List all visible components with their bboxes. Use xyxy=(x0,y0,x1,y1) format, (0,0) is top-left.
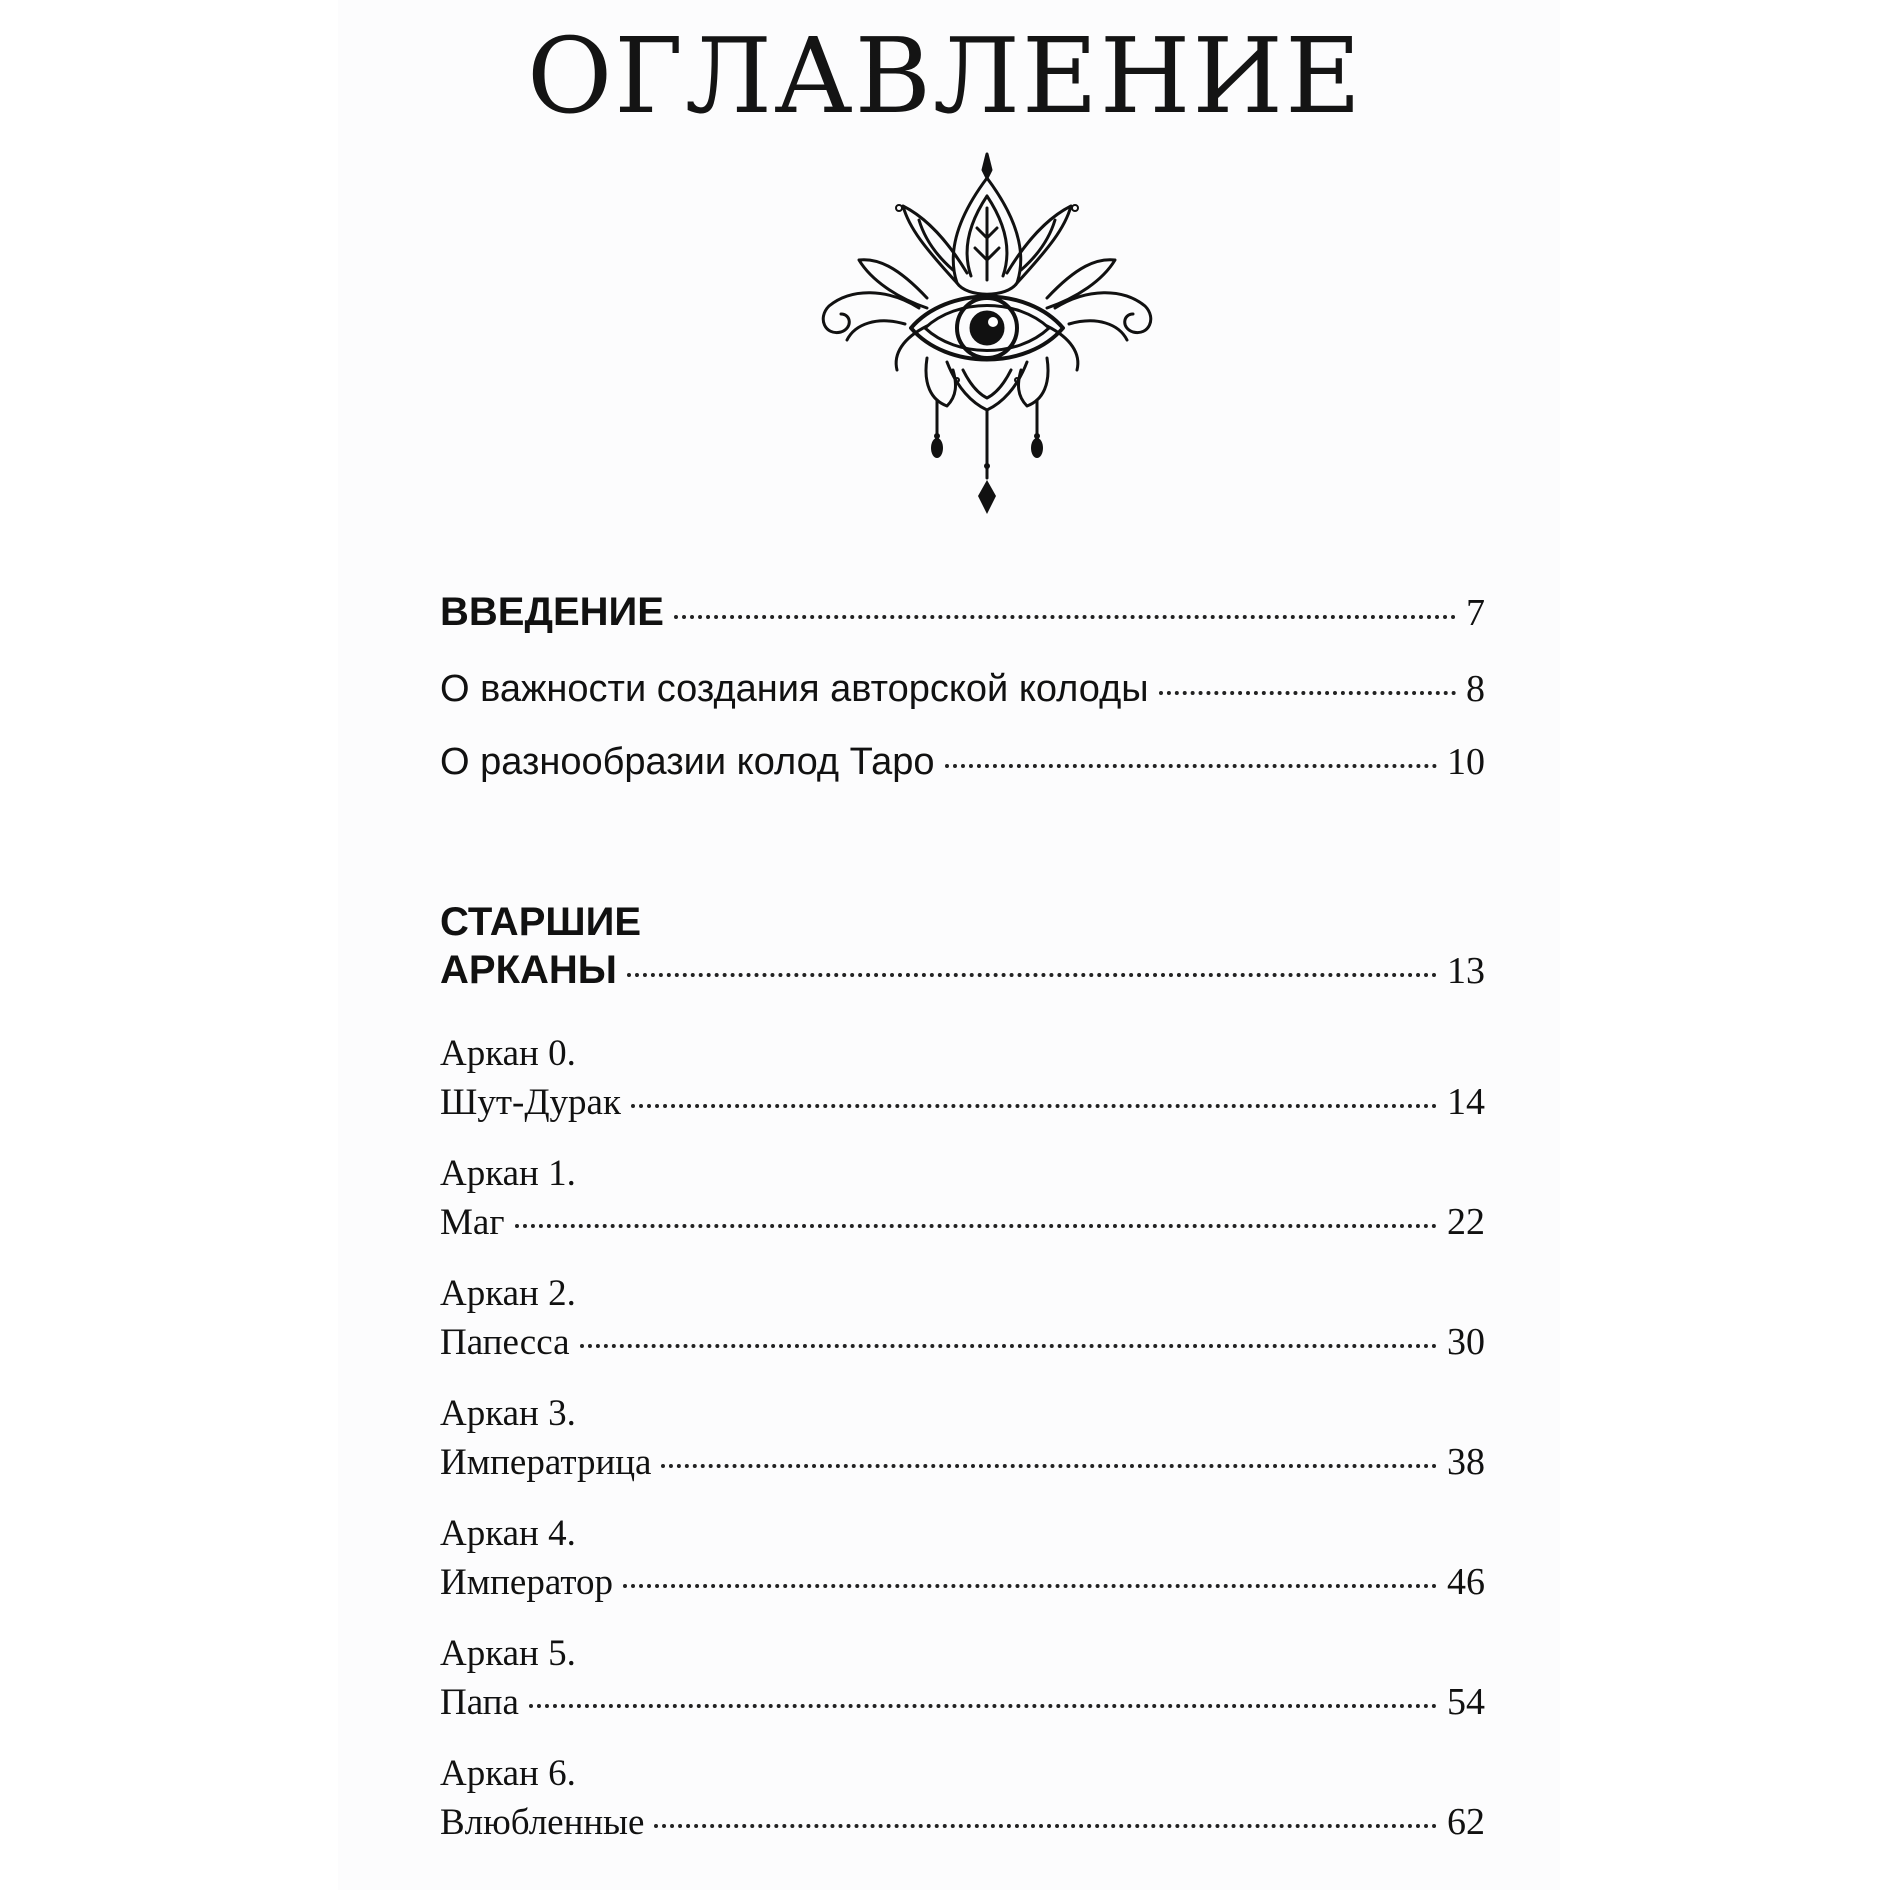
dot-leader xyxy=(623,1584,1437,1588)
toc-page-number: 10 xyxy=(1447,741,1485,783)
toc-entry-arcana-number: Аркан 5. xyxy=(440,1633,576,1674)
page-title: ОГЛАВЛЕНИЕ xyxy=(526,15,1364,137)
toc-page-number: 30 xyxy=(1447,1321,1485,1363)
toc-entry-label: О разнообразии колод Таро xyxy=(440,741,935,783)
dot-leader xyxy=(627,973,1437,977)
toc-entry-arcana-6[interactable] xyxy=(440,1750,1485,1847)
toc-entry-label: О важности создания авторской колоды xyxy=(440,668,1149,710)
toc-entry-arcana-number: Аркан 0. xyxy=(440,1033,576,1074)
toc-entry-arcana-number: Аркан 1. xyxy=(440,1153,576,1194)
dot-leader xyxy=(1159,691,1456,695)
toc-entry-arcana-number: Аркан 2. xyxy=(440,1273,576,1314)
toc-entry-heading-line: СТАРШИЕ xyxy=(440,900,641,944)
toc-entry-arcana-number: Аркан 4. xyxy=(440,1513,576,1554)
toc-entry-variety[interactable] xyxy=(440,738,1485,786)
toc-entry-importance[interactable] xyxy=(440,665,1485,713)
toc-page-number: 8 xyxy=(1466,668,1485,710)
toc-entry-arcana-4[interactable] xyxy=(440,1510,1485,1607)
toc-page-number: 22 xyxy=(1447,1201,1485,1243)
toc-page-number: 62 xyxy=(1447,1801,1485,1843)
toc-entry-arcana-5[interactable] xyxy=(440,1630,1485,1727)
dot-leader xyxy=(580,1344,1437,1348)
toc-entry-arcana-0[interactable] xyxy=(440,1030,1485,1127)
toc-page-number: 46 xyxy=(1447,1561,1485,1603)
toc-entry-label: Папа xyxy=(440,1682,519,1723)
toc-entry-arcana-2[interactable] xyxy=(440,1270,1485,1367)
toc-entry-label: Шут-Дурак xyxy=(440,1082,621,1123)
toc-entry-major-arcana[interactable] xyxy=(440,898,1485,995)
toc-entry-label: Влюбленные xyxy=(440,1802,645,1843)
dot-leader xyxy=(674,615,1456,619)
toc-entry-arcana-3[interactable] xyxy=(440,1390,1485,1487)
toc-page-number: 7 xyxy=(1466,592,1485,634)
toc-entry-label: Папесса xyxy=(440,1322,570,1363)
dot-leader xyxy=(529,1704,1437,1708)
toc-entry-label: ВВЕДЕНИЕ xyxy=(440,590,664,634)
toc-entry-arcana-1[interactable] xyxy=(440,1150,1485,1247)
dot-leader xyxy=(654,1824,1437,1828)
toc-page-number: 13 xyxy=(1447,950,1485,992)
toc-entry-label: АРКАНЫ xyxy=(440,948,617,992)
dot-leader xyxy=(661,1464,1437,1468)
toc-page-number: 38 xyxy=(1447,1441,1485,1483)
toc-entry-arcana-number: Аркан 3. xyxy=(440,1393,576,1434)
toc-entry-introduction[interactable] xyxy=(440,588,1485,637)
table-of-contents xyxy=(440,0,1485,1890)
dot-leader xyxy=(515,1224,1438,1228)
toc-entry-label: Император xyxy=(440,1562,614,1603)
toc-page-number: 54 xyxy=(1447,1681,1485,1723)
dot-leader xyxy=(631,1104,1437,1108)
toc-entry-label: Маг xyxy=(440,1202,505,1243)
dot-leader xyxy=(945,764,1437,768)
toc-entry-label: Императрица xyxy=(440,1442,652,1483)
toc-page-number: 14 xyxy=(1447,1081,1485,1123)
toc-entry-arcana-number: Аркан 6. xyxy=(440,1753,576,1794)
